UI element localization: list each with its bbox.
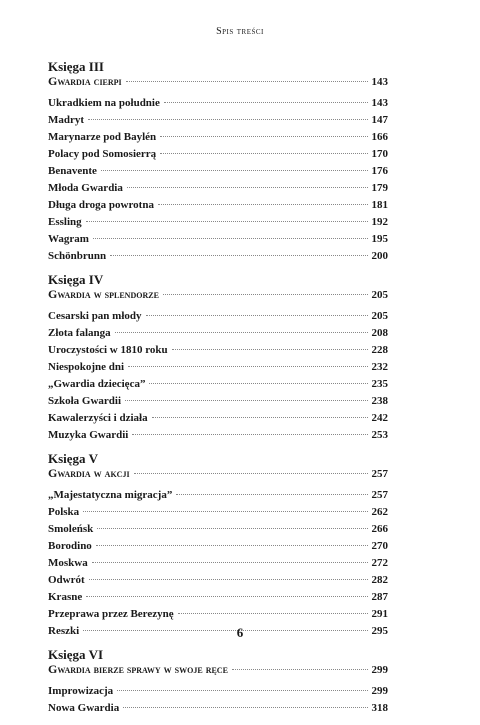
- chapter-row: [48, 683, 388, 700]
- chapter-title: Krasne: [48, 591, 83, 603]
- chapter-title: Schönbrunn: [48, 250, 107, 262]
- part-page-number: 143: [371, 76, 388, 88]
- part-title-row: [48, 74, 388, 89]
- chapter-title: Borodino: [48, 540, 92, 552]
- chapter-page-number: 272: [371, 557, 388, 569]
- chapter-title: Madryt: [48, 114, 85, 126]
- chapter-row: [48, 180, 388, 197]
- part-label: Księga V: [48, 451, 98, 466]
- chapter-page-number: 299: [371, 685, 388, 697]
- chapter-title: Uroczystości w 1810 roku: [48, 344, 168, 356]
- chapter-page-number: 147: [371, 114, 388, 126]
- chapter-title: Niespokojne dni: [48, 361, 125, 373]
- chapter-title: Essling: [48, 216, 82, 228]
- dot-leader: [232, 669, 368, 670]
- chapter-row: [48, 427, 388, 444]
- chapter-title: Benavente: [48, 165, 97, 177]
- chapter-page-number: 228: [371, 344, 388, 356]
- toc-part: [48, 60, 388, 265]
- dot-leader: [96, 545, 368, 546]
- dot-leader: [89, 579, 368, 580]
- chapter-page-number: 181: [371, 199, 388, 211]
- chapter-title: Szkoła Gwardii: [48, 395, 122, 407]
- chapter-title: Nowa Gwardia: [48, 702, 120, 714]
- chapter-row: [48, 163, 388, 180]
- dot-leader: [110, 255, 367, 256]
- chapter-title: Odwrót: [48, 574, 85, 586]
- chapter-page-number: 176: [371, 165, 388, 177]
- chapter-title: Moskwa: [48, 557, 88, 569]
- chapter-row: [48, 248, 388, 265]
- dot-leader: [172, 349, 368, 350]
- chapter-row: [48, 95, 388, 112]
- toc-part: [48, 648, 388, 717]
- part-title: Gwardia w splendorze: [48, 287, 159, 301]
- toc-part: [48, 452, 388, 640]
- chapter-page-number: 192: [371, 216, 388, 228]
- chapter-title: Młoda Gwardia: [48, 182, 123, 194]
- chapter-page-number: 170: [371, 148, 388, 160]
- chapter-title: Ukradkiem na południe: [48, 97, 160, 109]
- dot-leader: [97, 528, 367, 529]
- dot-leader: [146, 315, 368, 316]
- toc-part: [48, 273, 388, 444]
- dot-leader: [132, 434, 367, 435]
- chapter-row: [48, 700, 388, 717]
- part-page-number: 257: [371, 468, 388, 480]
- chapter-title: Cesarski pan młody: [48, 310, 142, 322]
- chapter-row: [48, 410, 388, 427]
- dot-leader: [160, 136, 367, 137]
- part-title-row: [48, 466, 388, 481]
- chapter-page-number: 291: [371, 608, 388, 620]
- dot-leader: [164, 102, 368, 103]
- chapter-row: [48, 146, 388, 163]
- chapter-list: [48, 308, 388, 444]
- dot-leader: [92, 562, 368, 563]
- chapter-page-number: 179: [371, 182, 388, 194]
- part-title-row: [48, 662, 388, 677]
- part-page-number: 205: [371, 289, 388, 301]
- dot-leader: [149, 383, 367, 384]
- chapter-row: [48, 342, 388, 359]
- chapter-row: [48, 538, 388, 555]
- chapter-row: [48, 231, 388, 248]
- chapter-row: [48, 606, 388, 623]
- chapter-row: [48, 572, 388, 589]
- dot-leader: [158, 204, 368, 205]
- part-label: Księga VI: [48, 647, 104, 662]
- chapter-title: Improwizacja: [48, 685, 114, 697]
- chapter-list: [48, 95, 388, 265]
- dot-leader: [86, 221, 368, 222]
- part-title-row: [48, 287, 388, 302]
- chapter-title: Reszki: [48, 625, 80, 637]
- part-title: Gwardia bierze sprawy w swoje ręce: [48, 662, 228, 676]
- chapter-row: [48, 555, 388, 572]
- chapter-title: Muzyka Gwardii: [48, 429, 129, 441]
- chapter-row: [48, 487, 388, 504]
- chapter-row: [48, 521, 388, 538]
- chapter-page-number: 232: [371, 361, 388, 373]
- chapter-row: [48, 393, 388, 410]
- chapter-row: [48, 376, 388, 393]
- chapter-title: Złota falanga: [48, 327, 111, 339]
- chapter-page-number: 318: [371, 702, 388, 714]
- chapter-row: [48, 129, 388, 146]
- dot-leader: [152, 417, 368, 418]
- chapter-title: Marynarze pod Baylén: [48, 131, 157, 143]
- part-label: Księga III: [48, 59, 104, 74]
- chapter-row: [48, 589, 388, 606]
- chapter-page-number: 282: [371, 574, 388, 586]
- chapter-title: Wagram: [48, 233, 89, 245]
- dot-leader: [101, 170, 368, 171]
- chapter-row: [48, 112, 388, 129]
- chapter-page-number: 257: [371, 489, 388, 501]
- chapter-list: [48, 683, 388, 717]
- chapter-title: Kawalerzyści i działa: [48, 412, 148, 424]
- dot-leader: [163, 294, 368, 295]
- chapter-page-number: 287: [371, 591, 388, 603]
- chapter-row: [48, 214, 388, 231]
- part-label: Księga IV: [48, 272, 104, 287]
- dot-leader: [83, 511, 367, 512]
- chapter-title: „Gwardia dziecięca”: [48, 378, 146, 390]
- part-title: Gwardia w akcji: [48, 466, 130, 480]
- chapter-list: [48, 487, 388, 640]
- chapter-page-number: 262: [371, 506, 388, 518]
- dot-leader: [134, 473, 368, 474]
- dot-leader: [115, 332, 368, 333]
- dot-leader: [88, 119, 367, 120]
- dot-leader: [160, 153, 367, 154]
- chapter-title: Polacy pod Somosierrą: [48, 148, 157, 160]
- dot-leader: [128, 366, 367, 367]
- chapter-page-number: 235: [371, 378, 388, 390]
- chapter-title: Długa droga powrotna: [48, 199, 154, 211]
- part-title: Gwardia cierpi: [48, 74, 122, 88]
- chapter-page-number: 200: [371, 250, 388, 262]
- running-header: Spis treści: [216, 26, 264, 37]
- chapter-page-number: 205: [371, 310, 388, 322]
- chapter-row: [48, 197, 388, 214]
- chapter-page-number: 166: [371, 131, 388, 143]
- chapter-row: [48, 504, 388, 521]
- dot-leader: [86, 596, 367, 597]
- chapter-page-number: 195: [371, 233, 388, 245]
- dot-leader: [178, 613, 368, 614]
- chapter-title: „Majestatyczna migracja”: [48, 489, 173, 501]
- chapter-title: Smoleńsk: [48, 523, 94, 535]
- chapter-page-number: 238: [371, 395, 388, 407]
- dot-leader: [125, 400, 367, 401]
- dot-leader: [93, 238, 368, 239]
- chapter-row: [48, 308, 388, 325]
- chapter-page-number: 270: [371, 540, 388, 552]
- dot-leader: [127, 187, 368, 188]
- chapter-page-number: 242: [371, 412, 388, 424]
- chapter-page-number: 253: [371, 429, 388, 441]
- chapter-title: Przeprawa przez Berezynę: [48, 608, 174, 620]
- part-page-number: 299: [371, 664, 388, 676]
- chapter-page-number: 266: [371, 523, 388, 535]
- chapter-title: Polska: [48, 506, 80, 518]
- dot-leader: [117, 690, 367, 691]
- dot-leader: [126, 81, 368, 82]
- chapter-row: [48, 325, 388, 342]
- dot-leader: [176, 494, 367, 495]
- chapter-row: [48, 359, 388, 376]
- dot-leader: [123, 707, 367, 708]
- chapter-page-number: 208: [371, 327, 388, 339]
- chapter-page-number: 143: [371, 97, 388, 109]
- chapter-page-number: 295: [371, 625, 388, 637]
- page-number: 6: [236, 625, 244, 640]
